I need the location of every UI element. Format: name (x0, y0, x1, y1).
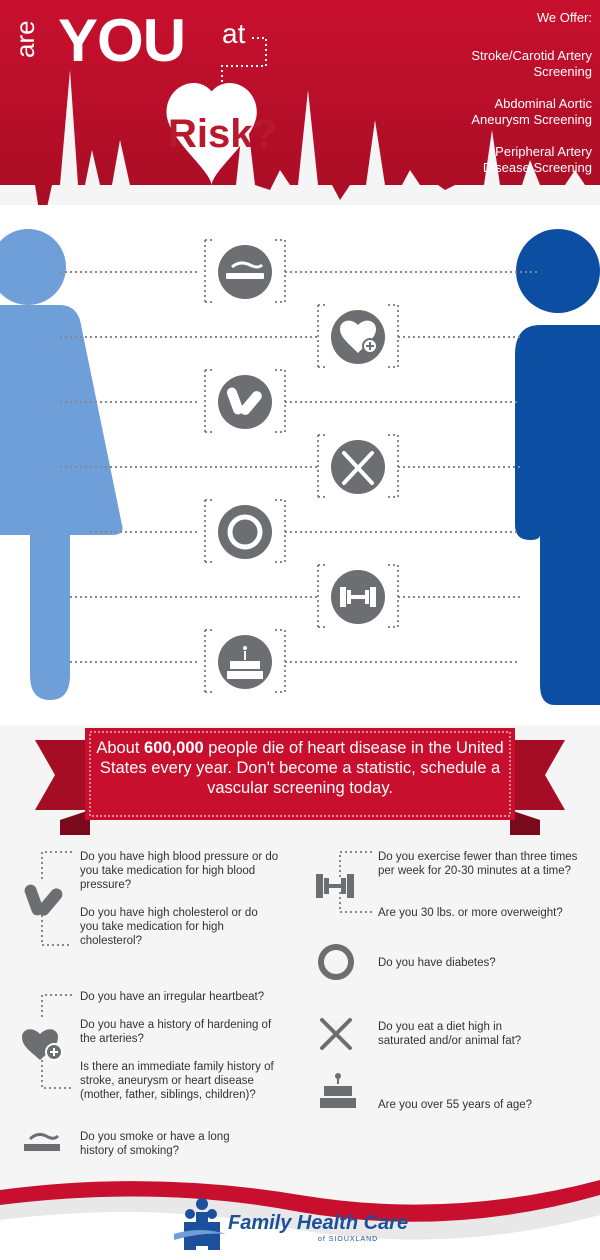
offer-item: Abdominal Aortic Aneurysm Screening (471, 96, 592, 127)
question-diet: Do you eat a diet high in saturated and/or animal fat? (378, 1021, 522, 1047)
pills-icon (22, 878, 64, 920)
footer-waves (0, 1150, 600, 1260)
fork-knife-icon (318, 1016, 354, 1052)
question-hardening: Do you have a history of hardening of the arteries? (80, 1019, 272, 1045)
title-you: YOU (58, 7, 186, 74)
title-are (10, 20, 41, 58)
dumbbell-icon (314, 870, 356, 902)
title-at: at (222, 18, 246, 49)
question-diabetes: Do you have diabetes? (378, 957, 496, 969)
statistic-number: 600,000 (144, 739, 204, 757)
offer-item: Peripheral Artery Disease Screening (482, 144, 592, 175)
logo-name: Family Health Care (228, 1212, 409, 1234)
question-irregular: Do you have an irregular heartbeat? (80, 991, 265, 1003)
question-cholesterol: Do you have high cholesterol or do you take medication for high cholesterol? (80, 907, 258, 947)
question-smoke: Do you smoke or have a long history of smoking? (80, 1131, 230, 1157)
statistic-pre: About (96, 739, 145, 757)
title-risk: Risk? (168, 112, 277, 156)
question-overweight: Are you 30 lbs. or more overweight? (378, 907, 563, 919)
question-bp: Do you have high blood pressure or do you take medication for high blood pressure? (80, 851, 279, 891)
family-logo-icon (172, 1196, 228, 1256)
question-exercise: Do you exercise fewer than three times per week for 20-30 minutes at a time? (378, 851, 578, 877)
cake-icon (318, 1072, 358, 1112)
question-family: Is there an immediate family history of stroke, aneurysm or heart disease (mother, father, siblings, children)? (80, 1061, 274, 1101)
offer-list (392, 10, 592, 192)
offer-item: Stroke/Carotid Artery Screening (471, 48, 592, 79)
title-are-text: are (10, 20, 40, 58)
statistic-post: people die of heart disease in the United States every year. Don't become a statistic, schedule a vascular screening today. (99, 739, 504, 797)
logo-sub: of SIOUXLAND (318, 1236, 379, 1243)
question-age: Are you over 55 years of age? (378, 1099, 533, 1111)
figures-panel (0, 205, 600, 725)
heart-plus-icon (20, 1024, 64, 1064)
ring-icon (316, 942, 356, 982)
offer-title: We Offer: (536, 10, 592, 25)
statistic-text (90, 738, 510, 798)
